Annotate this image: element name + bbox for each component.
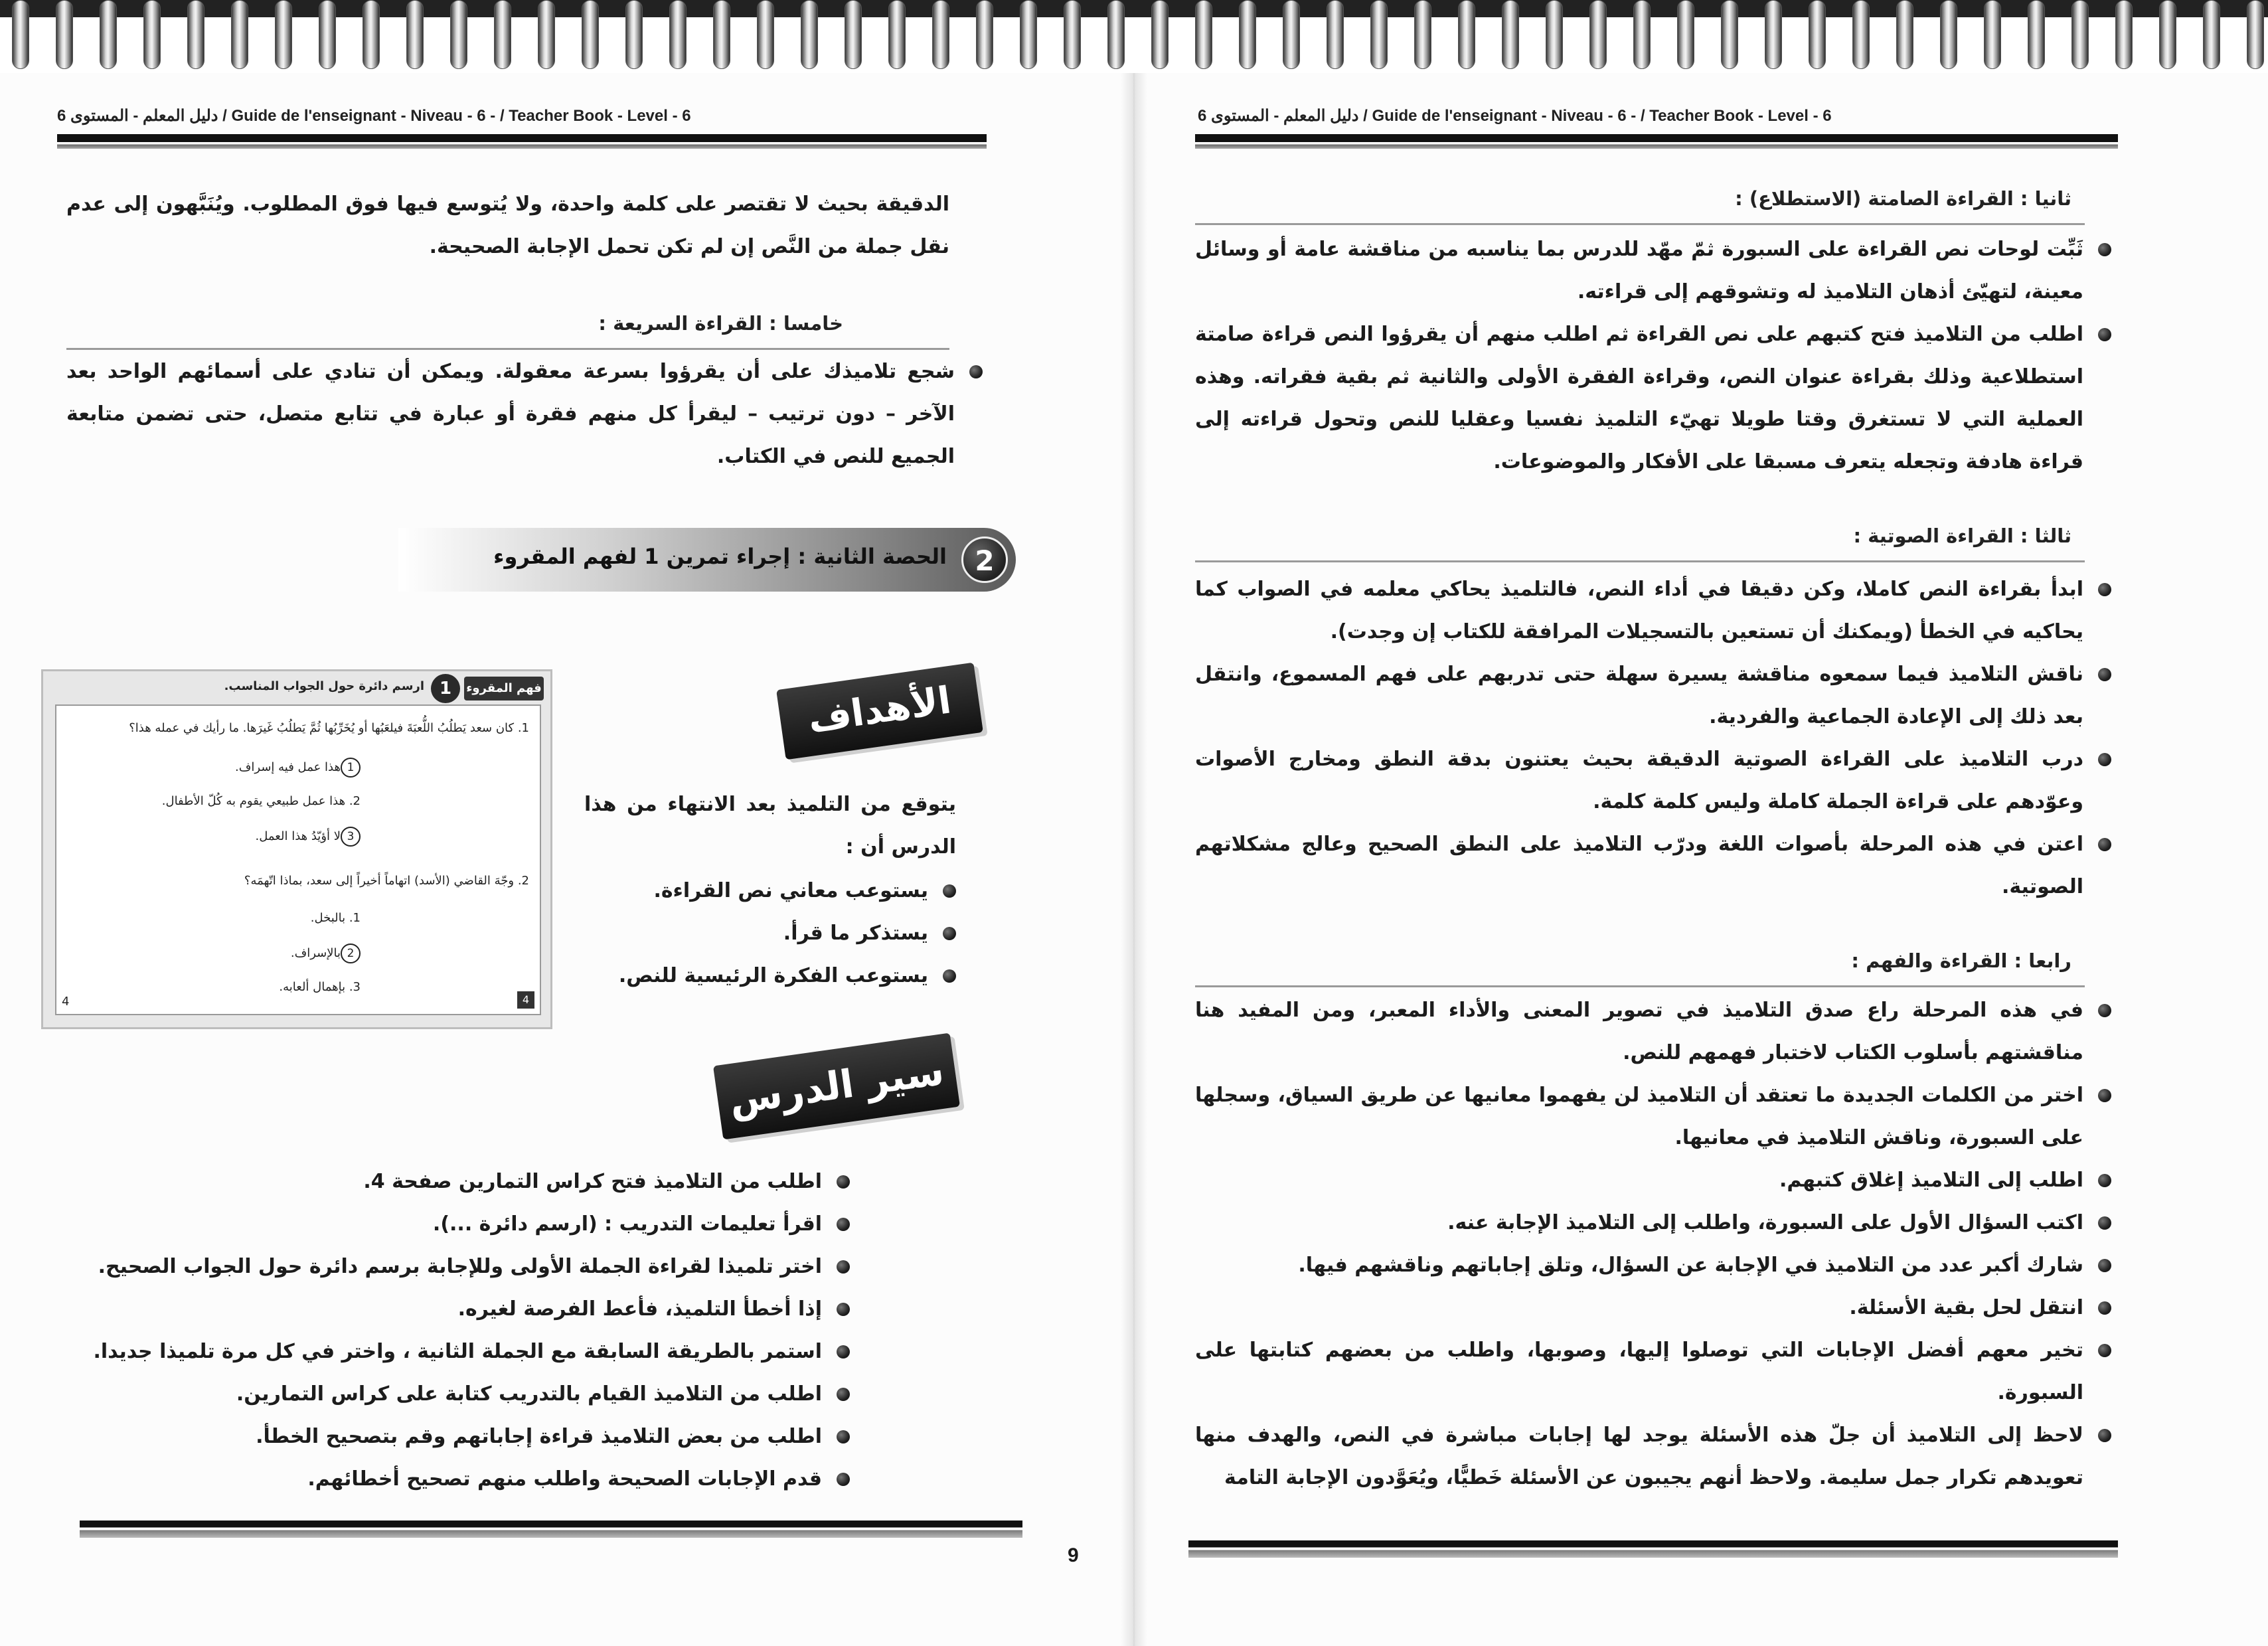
binding-coil: [187, 0, 204, 69]
exercise-q2-option-1: 1. بالبخل.: [310, 911, 361, 925]
list-item: يستذكر ما قرأ.: [584, 912, 956, 955]
binding-coil: [1064, 0, 1081, 69]
binding-coil: [12, 0, 29, 69]
binding-coil: [932, 0, 949, 69]
bullet-icon: [837, 1175, 850, 1189]
section4-rule: [1195, 985, 2085, 987]
bottom-rule-left: [80, 1521, 1022, 1538]
binding-coil: [713, 0, 730, 69]
bullet-icon: [2098, 1259, 2111, 1272]
answer-circle: 2: [341, 944, 361, 963]
list-item: اطلب من التلاميذ القيام بالتدريب كتابة على كراس التمارين.: [80, 1373, 850, 1416]
binding-bar: [0, 0, 2268, 17]
running-head-right: دليل المعلم - المستوى 6 / Guide de l'enseignant - Niveau - 6 - / Teacher Book - Level - 6: [1198, 107, 1832, 125]
bullet-icon: [969, 365, 983, 378]
exercise-thumbnail: [41, 669, 552, 1029]
exercise-q2: 2. وجّهَ القاضي (الأسد) اتهاماً أخيراً إلى سعد، بماذا اتّهمَه؟: [244, 874, 529, 888]
binding-coil: [494, 0, 511, 69]
bullet-icon: [2098, 243, 2111, 256]
binding-coil: [845, 0, 862, 69]
binding-coil: [1852, 0, 1870, 69]
page-number: 9: [1068, 1544, 1079, 1566]
lesson-flow-tag: سير الدرس: [713, 1032, 960, 1139]
binding-coil: [2115, 0, 2133, 69]
bullet-icon: [2098, 1089, 2111, 1102]
binding-coil: [976, 0, 993, 69]
binding-coil: [1589, 0, 1607, 69]
lesson-banner: [398, 528, 1016, 592]
list-item: استمر بالطريقة السابقة مع الجملة الثانية ، واختر في كل مرة تلميذا جديدا.: [80, 1331, 850, 1373]
binding-coil: [669, 0, 687, 69]
bullet-icon: [2098, 1216, 2111, 1230]
binding-coil: [1151, 0, 1169, 69]
section3-rule: [1195, 560, 2085, 562]
bullet-icon: [837, 1260, 850, 1274]
lesson-steps-list: [80, 1161, 850, 1501]
section4-list: [1195, 989, 2111, 1499]
spiral-binding: [0, 0, 2268, 73]
binding-coil: [582, 0, 599, 69]
bullet-icon: [837, 1345, 850, 1358]
answer-circle: 3: [341, 827, 361, 847]
binding-coil: [1765, 0, 1782, 69]
exercise-q2-option-3: 3. بإهمال ألعابه.: [279, 980, 361, 994]
list-item: اطلب إلى التلاميذ إغلاق كتبهم.: [1195, 1159, 2111, 1202]
bullet-icon: [2098, 1301, 2111, 1315]
list-item: شارك أكبر عدد من التلاميذ في الإجابة عن السؤال، وتلق إجاباتهم وناقشهم فيها.: [1195, 1244, 2111, 1287]
binding-coil: [1896, 0, 1913, 69]
section2-rule: [1195, 223, 2085, 225]
exercise-q1-option-1: 1هذا عمل فيه إسراف.: [235, 758, 361, 778]
list-item: ثَبِّت لوحات نص القراءة على السبورة ثمّ مهّد للدرس بما يناسبه من مناقشة عامة أو وسائل معينة، لتهيّئ أذهان التلاميذ له وتشوقهم إلى قراءته.: [1195, 228, 2111, 313]
bullet-icon: [2098, 753, 2111, 766]
bullet-icon: [2098, 583, 2111, 596]
bullet-icon: [2098, 1174, 2111, 1187]
binding-coil: [100, 0, 117, 69]
exercise-q1-option-2: 2. هذا عمل طبيعي يقوم به كُلّ الأطفال.: [161, 794, 361, 808]
goals-list: [584, 870, 956, 997]
binding-coil: [1984, 0, 2001, 69]
bullet-icon: [837, 1303, 850, 1316]
intro-paragraph: الدقيقة بحيث لا تقتصر على كلمة واحدة، ولا يُتوسع فيها فوق المطلوب. ويُنَبَّهون إلى عدم نقل جملة من النَّص إن لم تكن تحمل الإجابة الصحيحة.: [66, 193, 949, 258]
bullet-icon: [2098, 668, 2111, 681]
list-item: اطلب من التلاميذ فتح كتبهم على نص القراءة ثم اطلب منهم أن يقرؤوا النص قراءة صامتة استطلاعية وذلك بقراءة عنوان النص، وقراءة الفقرة الأولى والثانية ثم بقية فقراته. وهذه العملية التي لا تستغرق وقتا طويلا تهيّء التلميذ نفسيا وعقليا للنص وتحول قراءته إلى قراءة هادفة وتجعله يتعرف مسبقا على الأفكار والموضوعات.: [1195, 313, 2111, 483]
binding-coil: [2159, 0, 2176, 69]
list-item: ابدأ بقراءة النص كاملا، وكن دقيقا في أداء النص، فالتلميذ يحاكي معلمه في الصواب كما يحاكيه في الخطأ (ويمكنك أن تستعين بالتسجيلات المرافقة للكتاب إن وجدت).: [1195, 568, 2111, 653]
binding-coil: [1721, 0, 1738, 69]
binding-coil: [319, 0, 336, 69]
binding-coil: [275, 0, 292, 69]
exercise-q1: 1. كان سعد يَطلُبُ اللُّعبَةَ فيلعَبُها أو يُخَرِّبُها ثُمَّ يَطلُبُ غَيرَها. ما رأيك في عمله هذا؟: [129, 721, 529, 735]
list-item: في هذه المرحلة راع صدق التلاميذ في تصوير المعنى والأداء المعبر، ومن المفيد هنا مناقشتهم بأسلوب الكتاب لاختبار فهمهم للنص.: [1195, 989, 2111, 1074]
list-item: درب التلاميذ على القراءة الصوتية الدقيقة بحيث يعتنون بدقة النطق ومخارج الأصوات وعوّدهم على قراءة الجملة كاملة وليس كلمة كلمة.: [1195, 738, 2111, 823]
bullet-icon: [2098, 1004, 2111, 1017]
section4-title: رابعا : القراءة والفهم :: [1851, 949, 2071, 972]
binding-coil: [56, 0, 73, 69]
binding-coil: [1502, 0, 1519, 69]
list-item: اطلب من بعض التلاميذ قراءة إجاباتهم وقم بتصحيح الخطأ.: [80, 1416, 850, 1458]
binding-coil: [143, 0, 161, 69]
list-item: شجع تلاميذك على أن يقرؤوا بسرعة معقولة. ويمكن أن تنادي على أسمائهم الواحد بعد الآخر – دون ترتيب – ليقرأ كل منهم فقرة أو عبارة في تتابع متصل، حتى تضمن متابعة الجميع للنص في الكتاب.: [66, 351, 983, 478]
bullet-icon: [2098, 1344, 2111, 1357]
binding-coil: [1239, 0, 1256, 69]
goals-intro: يتوقع من التلميذ بعد الانتهاء من هذا الدرس أن :: [584, 793, 956, 859]
bullet-icon: [2098, 1429, 2111, 1442]
bullet-icon: [2098, 328, 2111, 341]
section5-rule: [66, 348, 949, 350]
answer-circle: 1: [341, 758, 361, 778]
bullet-icon: [837, 1388, 850, 1401]
section2-list: [1195, 228, 2111, 483]
list-item: يستوعب الفكرة الرئيسية للنص.: [584, 955, 956, 997]
bullet-icon: [943, 969, 956, 983]
binding-coil: [757, 0, 774, 69]
binding-coil: [406, 0, 424, 69]
page-gutter: [1121, 73, 1147, 1646]
list-item: يستوعب معاني نص القراءة.: [584, 870, 956, 912]
binding-coil: [1546, 0, 1563, 69]
binding-coil: [2028, 0, 2045, 69]
binding-coil: [1809, 0, 1826, 69]
binding-coil: [1414, 0, 1431, 69]
list-item: ناقش التلاميذ فيما سمعوه مناقشة يسيرة سهلة حتى تدربهم على فهم المسموع، وانتقل بعد ذلك إلى الإعادة الجماعية والفردية.: [1195, 653, 2111, 738]
exercise-tab: فهم المقروء: [464, 677, 544, 700]
exercise-q1-option-3: 3لا أؤيّدُ هذا العمل.: [256, 827, 361, 847]
bullet-icon: [837, 1218, 850, 1231]
binding-coil: [888, 0, 906, 69]
exercise-number: 1: [431, 674, 460, 703]
binding-coil: [450, 0, 467, 69]
top-rule-right: [1195, 134, 2118, 149]
binding-coil: [538, 0, 555, 69]
binding-coil: [1020, 0, 1037, 69]
bullet-icon: [2098, 838, 2111, 851]
exercise-body: [55, 704, 541, 1015]
binding-coil: [231, 0, 248, 69]
banner-number: 2: [961, 536, 1008, 583]
list-item: اختر تلميذا لقراءة الجملة الأولى وللإجابة برسم دائرة حول الجواب الصحيح.: [80, 1246, 850, 1288]
bullet-icon: [837, 1473, 850, 1486]
binding-coil: [1327, 0, 1344, 69]
binding-coil: [2203, 0, 2220, 69]
binding-coil: [1940, 0, 1957, 69]
binding-coil: [2247, 0, 2264, 69]
bottom-rule-right: [1188, 1540, 2118, 1558]
exercise-q2-option-2: 2بالإسراف.: [291, 944, 361, 963]
list-item: إذا أخطأ التلميذ، فأعط الفرصة لغيره.: [80, 1288, 850, 1331]
binding-coil: [1107, 0, 1125, 69]
top-rule-left: [57, 134, 987, 149]
section3-list: [1195, 568, 2111, 908]
binding-coil: [1633, 0, 1651, 69]
list-item: تخير معهم أفضل الإجابات التي توصلوا إليها، وصوبها، واطلب من بعضهم كتابتها على السبورة.: [1195, 1329, 2111, 1414]
list-item: قدم الإجابات الصحيحة واطلب منهم تصحيح أخطائهم.: [80, 1458, 850, 1501]
binding-coil: [1677, 0, 1694, 69]
list-item: لاحظ إلى التلاميذ أن جلّ هذه الأسئلة يوجد لها إجابات مباشرة في النص، والهدف منها تعويدهم تكرار جمل سليمة. ولاحظ أنهم يجيبون عن الأسئلة خَطيًّا، ويُعَوَّدون الإجابة التامة: [1195, 1414, 2111, 1499]
bullet-icon: [837, 1430, 850, 1443]
exercise-page-left: 4: [62, 995, 70, 1009]
bullet-icon: [943, 884, 956, 898]
section2-title: ثانيا : القراءة الصامتة (الاستطلاع) :: [1735, 187, 2071, 210]
binding-coil: [363, 0, 380, 69]
banner-title: الحصة الثانية : إجراء تمرين 1 لفهم المقروء: [493, 544, 947, 569]
list-item: اعتن في هذه المرحلة بأصوات اللغة ودرّب التلاميذ على النطق الصحيح وعالج مشكلاتهم الصوتية.: [1195, 823, 2111, 908]
list-item: اكتب السؤال الأول على السبورة، واطلب إلى التلاميذ الإجابة عنه.: [1195, 1202, 2111, 1244]
binding-coil: [2071, 0, 2089, 69]
binding-coil: [625, 0, 643, 69]
goals-tag: الأهداف: [776, 663, 983, 760]
list-item: انتقل لحل بقية الأسئلة.: [1195, 1287, 2111, 1329]
running-head-left: دليل المعلم - المستوى 6 / Guide de l'enseignant - Niveau - 6 - / Teacher Book - Level - 6: [57, 107, 691, 125]
binding-coil: [1283, 0, 1300, 69]
bullet-icon: [943, 927, 956, 940]
binding-coil: [801, 0, 818, 69]
section5-list: [66, 351, 983, 478]
list-item: اختر من الكلمات الجديدة ما تعتقد أن التلاميذ لن يفهموا معانيها عن طريق السياق، وسجلها على السبورة، وناقش التلاميذ في معانيها.: [1195, 1074, 2111, 1159]
binding-coil: [1195, 0, 1212, 69]
binding-coil: [1370, 0, 1388, 69]
exercise-instruction: ارسم دائرة حول الجواب المناسب.: [224, 679, 424, 693]
section3-title: ثالثا : القراءة الصوتية :: [1853, 525, 2071, 547]
list-item: اطلب من التلاميذ فتح كراس التمارين صفحة 4.: [80, 1161, 850, 1203]
list-item: اقرأ تعليمات التدريب : (ارسم دائرة ...).: [80, 1203, 850, 1246]
binding-coil: [1458, 0, 1475, 69]
exercise-page-right: 4: [517, 991, 534, 1009]
section5-title: خامسا : القراءة السريعة :: [598, 312, 843, 335]
